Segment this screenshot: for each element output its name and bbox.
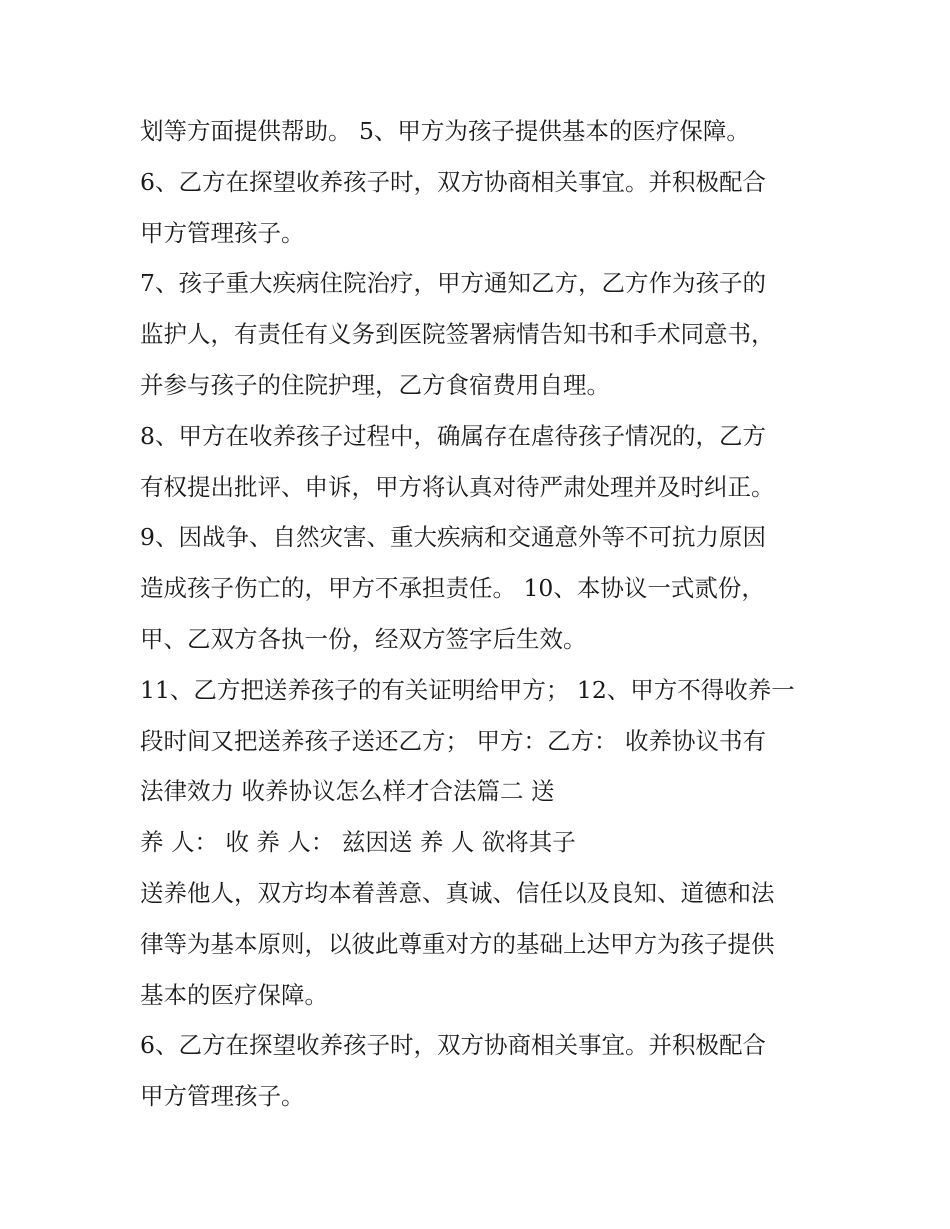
- text-line-4: 7、孩子重大疾病住院治疗，甲方通知乙方，乙方作为孩子的: [140, 269, 766, 298]
- text-line-15: 养 人： 收 养 人： 兹因送 养 人 欲将其子: [140, 828, 576, 857]
- text-line-12: 11、乙方把送养孩子的有关证明给甲方； 12、甲方不得收养一: [140, 675, 795, 704]
- document-body: [140, 106, 840, 1122]
- text-line-2: 6、乙方在探望收养孩子时，双方协商相关事宜。并积极配合: [140, 167, 766, 196]
- text-line-1: 划等方面提供帮助。 5、甲方为孩子提供基本的医疗保障。: [140, 117, 750, 145]
- text-line-11: 甲、乙双方各执一份，经双方签字后生效。: [140, 624, 587, 653]
- text-line-20: 甲方管理孩子。: [140, 1082, 305, 1111]
- text-line-16: 送养他人，双方均本着善意、真诚、信任以及良知、道德和法: [140, 878, 775, 907]
- text-line-18: 基本的医疗保障。: [140, 980, 328, 1009]
- text-line-7: 8、甲方在收养孩子过程中，确属存在虐待孩子情况的，乙方: [140, 421, 766, 450]
- text-line-5: 监护人，有责任有义务到医院签署病情告知书和手术同意书，: [140, 320, 775, 349]
- text-line-13: 段时间又把送养孩子送还乙方； 甲方：乙方： 收养协议书有: [140, 726, 766, 755]
- text-line-14: 法律效力 收养协议怎么样才合法篇二 送: [140, 777, 555, 806]
- text-line-9: 9、因战争、自然灾害、重大疾病和交通意外等不可抗力原因: [140, 523, 766, 552]
- text-line-10: 造成孩子伤亡的，甲方不承担责任。 10、本协议一式贰份，: [140, 574, 765, 603]
- text-line-6: 并参与孩子的住院护理，乙方食宿费用自理。: [140, 370, 610, 399]
- text-line-8: 有权提出批评、申诉，甲方将认真对待严肃处理并及时纠正。: [140, 472, 775, 501]
- text-line-17: 律等为基本原则，以彼此尊重对方的基础上达甲方为孩子提供: [140, 929, 775, 958]
- text-line-3: 甲方管理孩子。: [140, 218, 305, 247]
- text-line-19: 6、乙方在探望收养孩子时，双方协商相关事宜。并积极配合: [140, 1031, 766, 1060]
